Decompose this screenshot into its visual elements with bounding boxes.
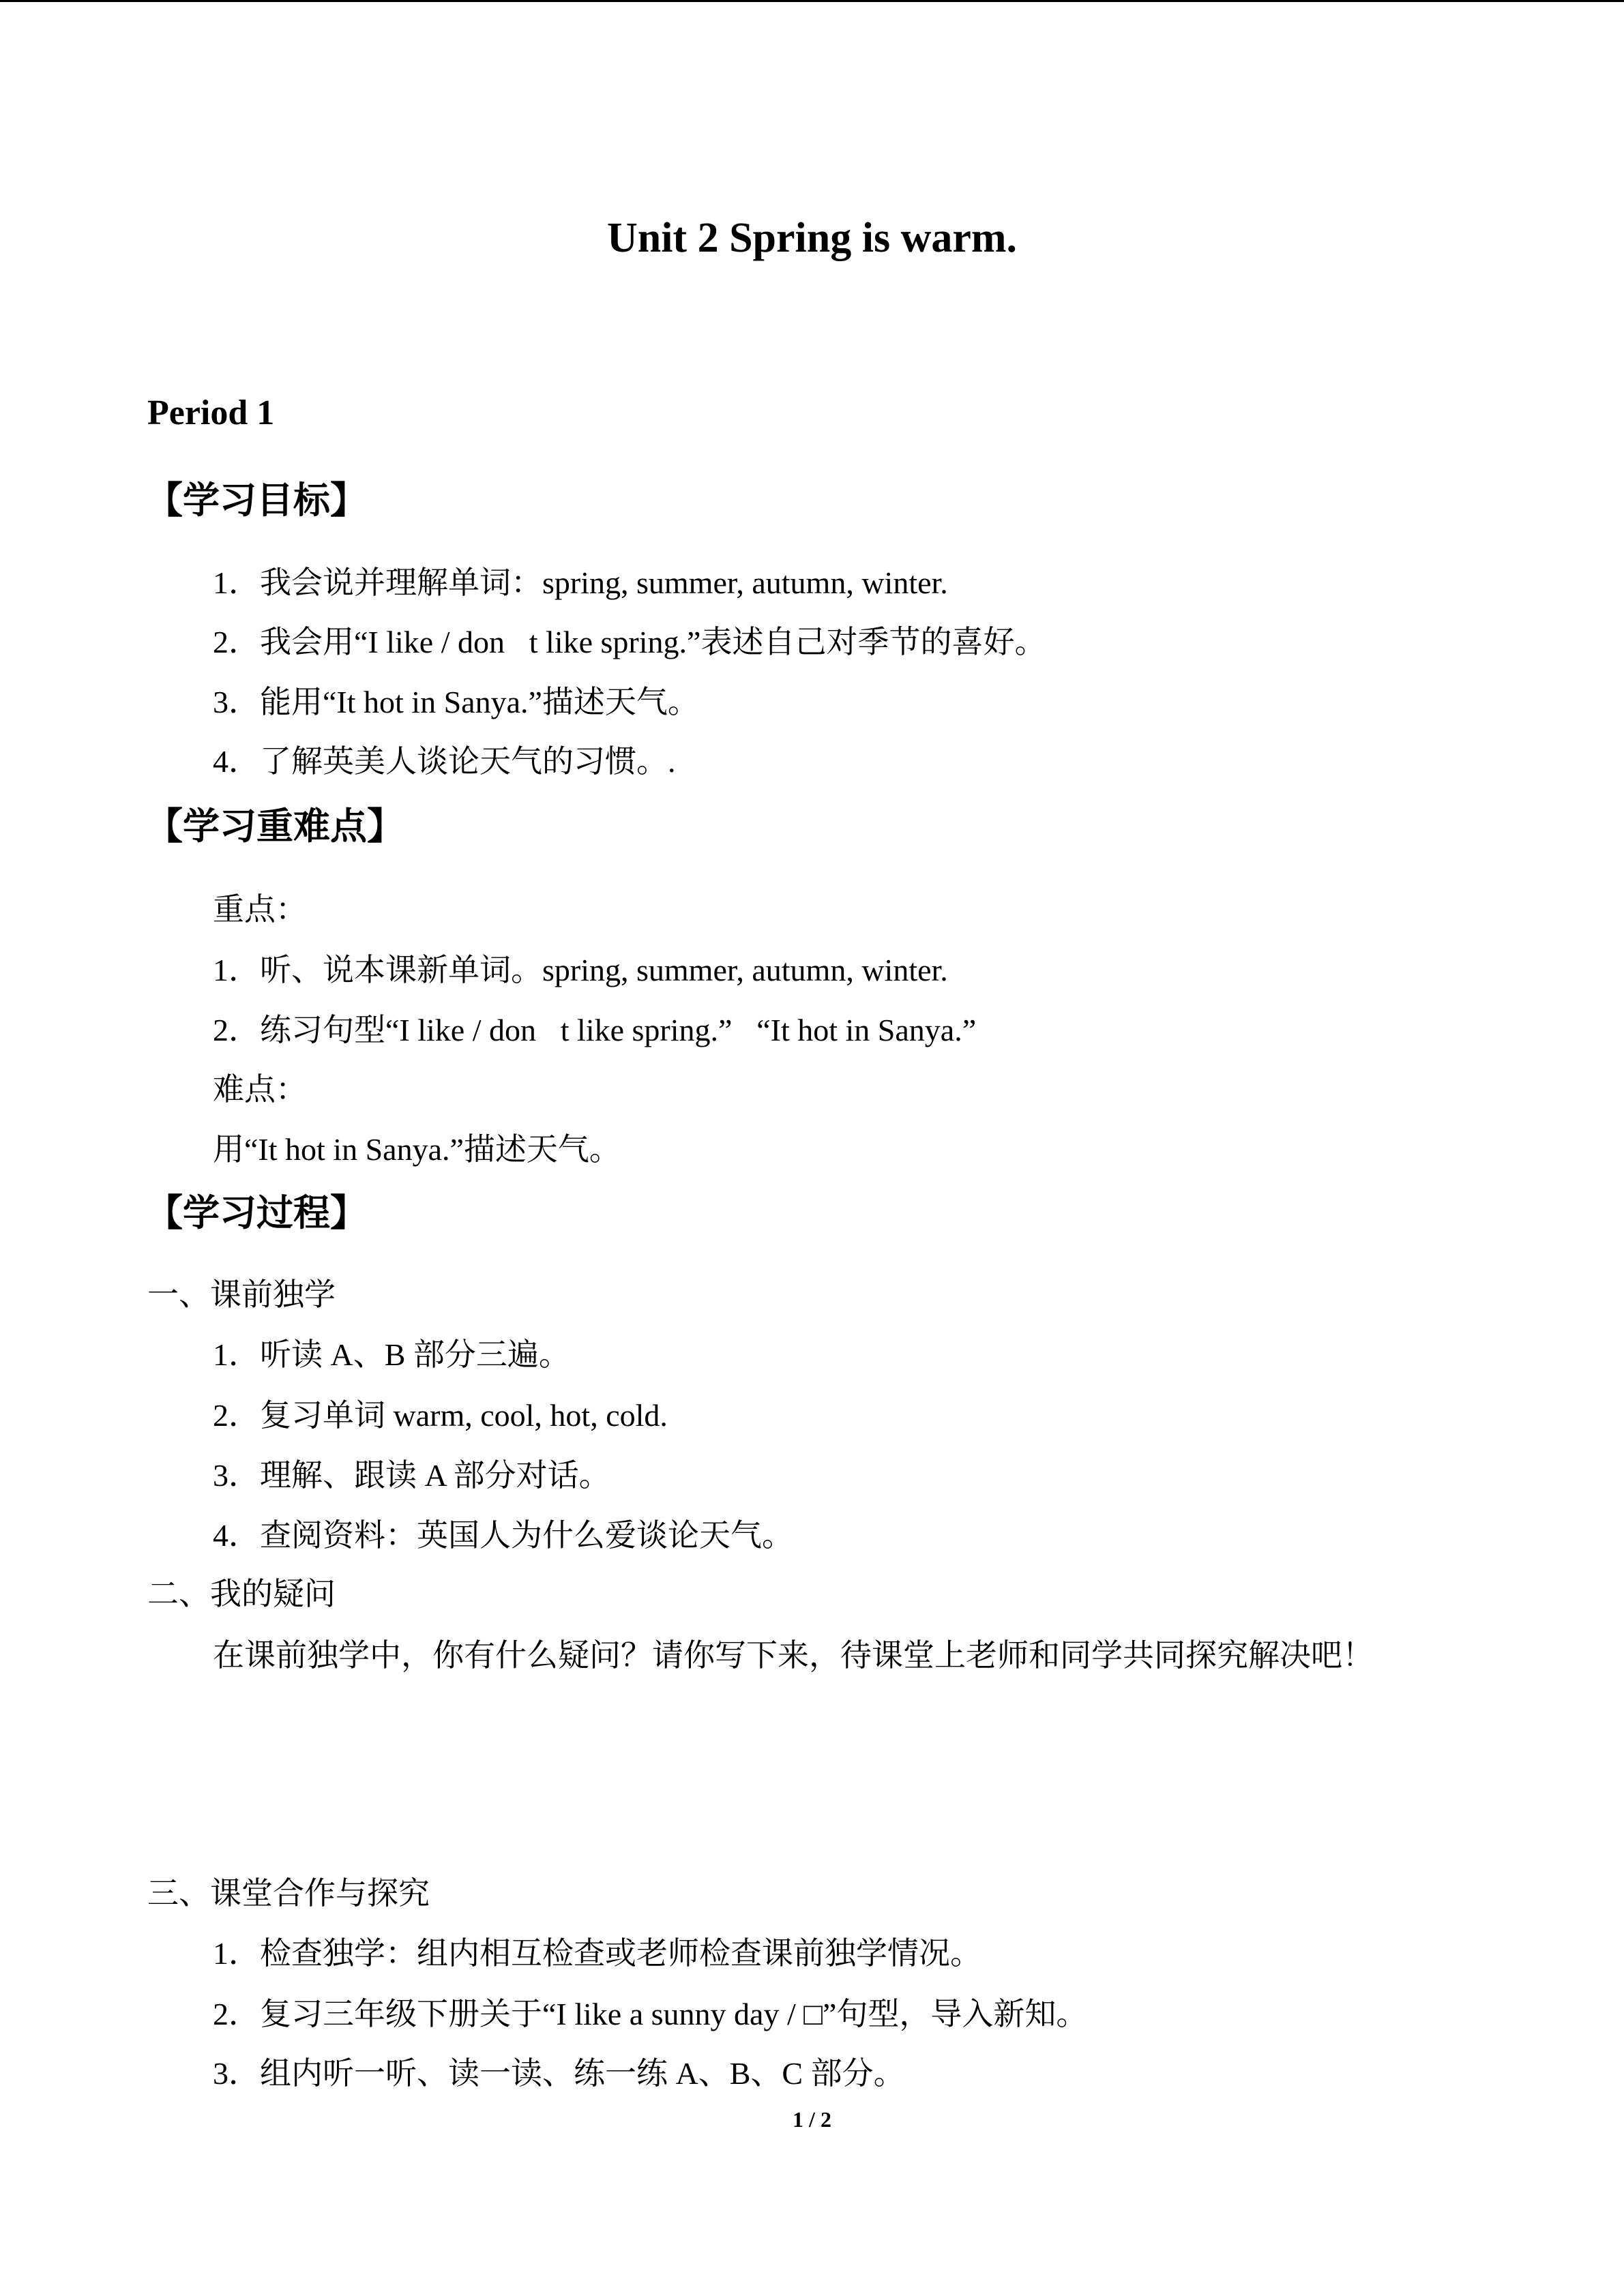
objective-item-3: 3．能用“It hot in Sanya.”描述天气。 bbox=[213, 685, 699, 719]
page-number: 1 / 2 bbox=[793, 2107, 831, 2132]
cooperation-item-3: 3．组内听一听、读一读、练一练 A、B、C 部分。 bbox=[213, 2056, 905, 2091]
objectives-heading: 【学习目标】 bbox=[146, 480, 367, 521]
period-label: Period 1 bbox=[147, 393, 275, 432]
self-study-item-2: 2．复习单词 warm, cool, hot, cold. bbox=[213, 1398, 668, 1433]
difficult-item-1: 用“It hot in Sanya.”描述天气。 bbox=[213, 1132, 621, 1167]
objective-item-2: 2．我会用“I like / don t like spring.”表述自己对季节的喜好。 bbox=[213, 625, 1046, 659]
cooperation-item-1: 1．检查独学：组内相互检查或老师检查课前独学情况。 bbox=[213, 1936, 981, 1971]
process-heading: 【学习过程】 bbox=[146, 1193, 367, 1234]
cooperation-title: 三、课堂合作与探究 bbox=[147, 1876, 430, 1911]
self-study-item-1: 1．听读 A、B 部分三遍。 bbox=[213, 1337, 570, 1372]
self-study-item-3: 3．理解、跟读 A 部分对话。 bbox=[213, 1458, 610, 1493]
questions-text: 在课前独学中，你有什么疑问？请你写下来，待课堂上老师和同学共同探究解决吧！ bbox=[213, 1638, 1374, 1673]
document-title: Unit 2 Spring is warm. bbox=[606, 215, 1018, 261]
difficult-label: 难点： bbox=[213, 1072, 307, 1107]
objective-item-1: 1．我会说并理解单词：spring, summer, autumn, winter. bbox=[213, 565, 948, 600]
key-item-2: 2．练习句型“I like / don t like spring.”，“It hot in Sanya.” bbox=[213, 1013, 977, 1047]
key-points-heading: 【学习重难点】 bbox=[146, 806, 404, 847]
self-study-title: 一、课前独学 bbox=[147, 1277, 336, 1312]
questions-title: 二、我的疑问 bbox=[147, 1577, 336, 1611]
key-item-1: 1．听、说本课新单词。spring, summer, autumn, winter. bbox=[213, 953, 948, 987]
self-study-item-4: 4．查阅资料：英国人为什么爱谈论天气。 bbox=[213, 1518, 793, 1553]
cooperation-item-2: 2．复习三年级下册关于“I like a sunny day / □”句型，导入新知。 bbox=[213, 1997, 1088, 2031]
objective-item-4: 4．了解英美人谈论天气的习惯。. bbox=[213, 744, 676, 779]
key-label: 重点： bbox=[213, 892, 307, 927]
